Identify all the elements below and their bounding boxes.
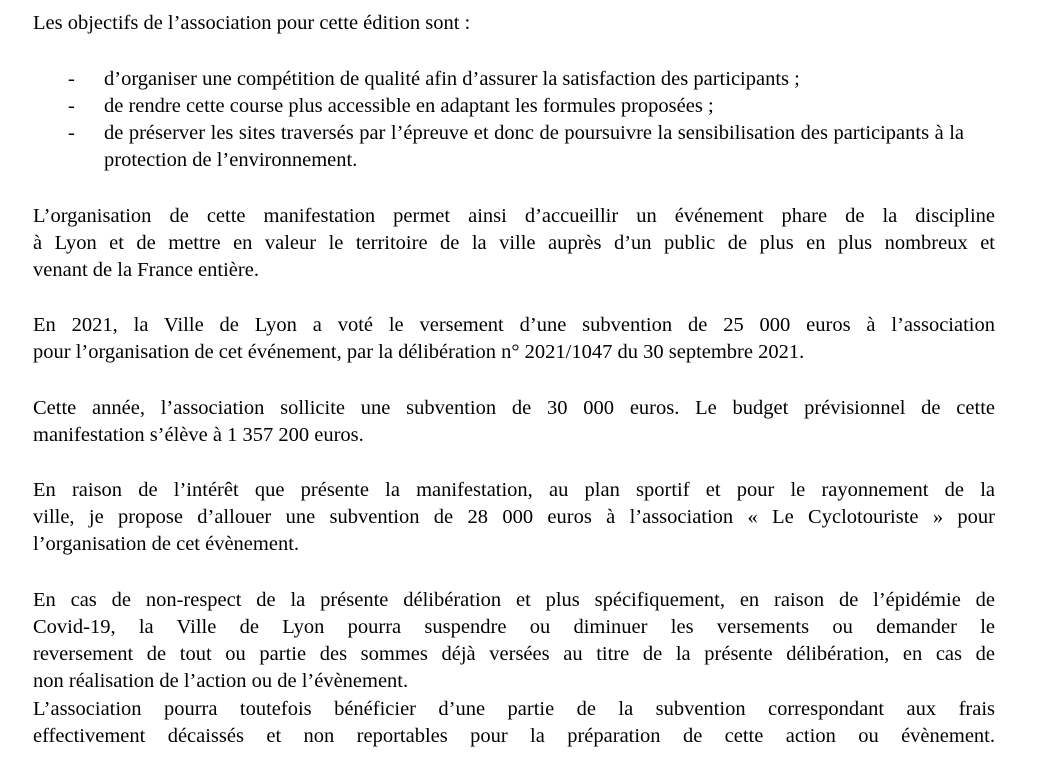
text-line: à Lyon et de mettre en valeur le territoire de la ville auprès d’un public de plus en plus nombreux et bbox=[33, 232, 995, 254]
text-line: L’association pourra toutefois bénéficier d’une partie de la subvention correspondant aux frais bbox=[33, 698, 995, 720]
text-line: En 2021, la Ville de Lyon a voté le versement d’une subvention de 25 000 euros à l’association bbox=[33, 314, 995, 336]
bullet-dash: - bbox=[68, 122, 75, 144]
list-item-text: de rendre cette course plus accessible en adaptant les formules proposées ; bbox=[104, 95, 714, 117]
bullet-dash: - bbox=[68, 68, 75, 90]
text-line: manifestation s’élève à 1 357 200 euros. bbox=[33, 424, 364, 446]
text-line: En cas de non-respect de la présente délibération et plus spécifiquement, en raison de l’épidémie de bbox=[33, 589, 995, 611]
text-line: effectivement décaissés et non reportables pour la préparation de cette action ou évènement. bbox=[33, 725, 995, 747]
text-line: venant de la France entière. bbox=[33, 259, 259, 281]
text-line: reversement de tout ou partie des sommes déjà versées au titre de la présente délibération, en cas de bbox=[33, 643, 995, 665]
text-line: En raison de l’intérêt que présente la manifestation, au plan sportif et pour le rayonnement de la bbox=[33, 479, 995, 501]
text-line: Covid-19, la Ville de Lyon pourra suspendre ou diminuer les versements ou demander le bbox=[33, 616, 995, 638]
list-item bbox=[0, 93, 1046, 120]
text-line: non réalisation de l’action ou de l’évènement. bbox=[33, 670, 409, 692]
objectives-list bbox=[0, 66, 1046, 174]
list-item-text: de préserver les sites traversés par l’épreuve et donc de poursuivre la sensibilisation des participants à la protection de l’environnement. bbox=[104, 122, 964, 171]
list-item bbox=[0, 66, 1046, 93]
text-line: ville, je propose d’allouer une subvention de 28 000 euros à l’association « Le Cyclotouriste » pour bbox=[33, 506, 995, 528]
text-line: pour l’organisation de cet événement, par la délibération n° 2021/1047 du 30 septembre 2021. bbox=[33, 341, 805, 363]
text-line: Cette année, l’association sollicite une subvention de 30 000 euros. Le budget prévisionnel de cette bbox=[33, 397, 995, 419]
text-line: L’organisation de cette manifestation permet ainsi d’accueillir un événement phare de la discipline bbox=[33, 205, 995, 227]
text-line: l’organisation de cet évènement. bbox=[33, 533, 300, 555]
list-item-text: d’organiser une compétition de qualité afin d’assurer la satisfaction des participants ; bbox=[104, 68, 800, 90]
list-item bbox=[0, 120, 1046, 174]
intro-text: Les objectifs de l’association pour cette édition sont : bbox=[33, 12, 471, 34]
bullet-dash: - bbox=[68, 95, 75, 117]
